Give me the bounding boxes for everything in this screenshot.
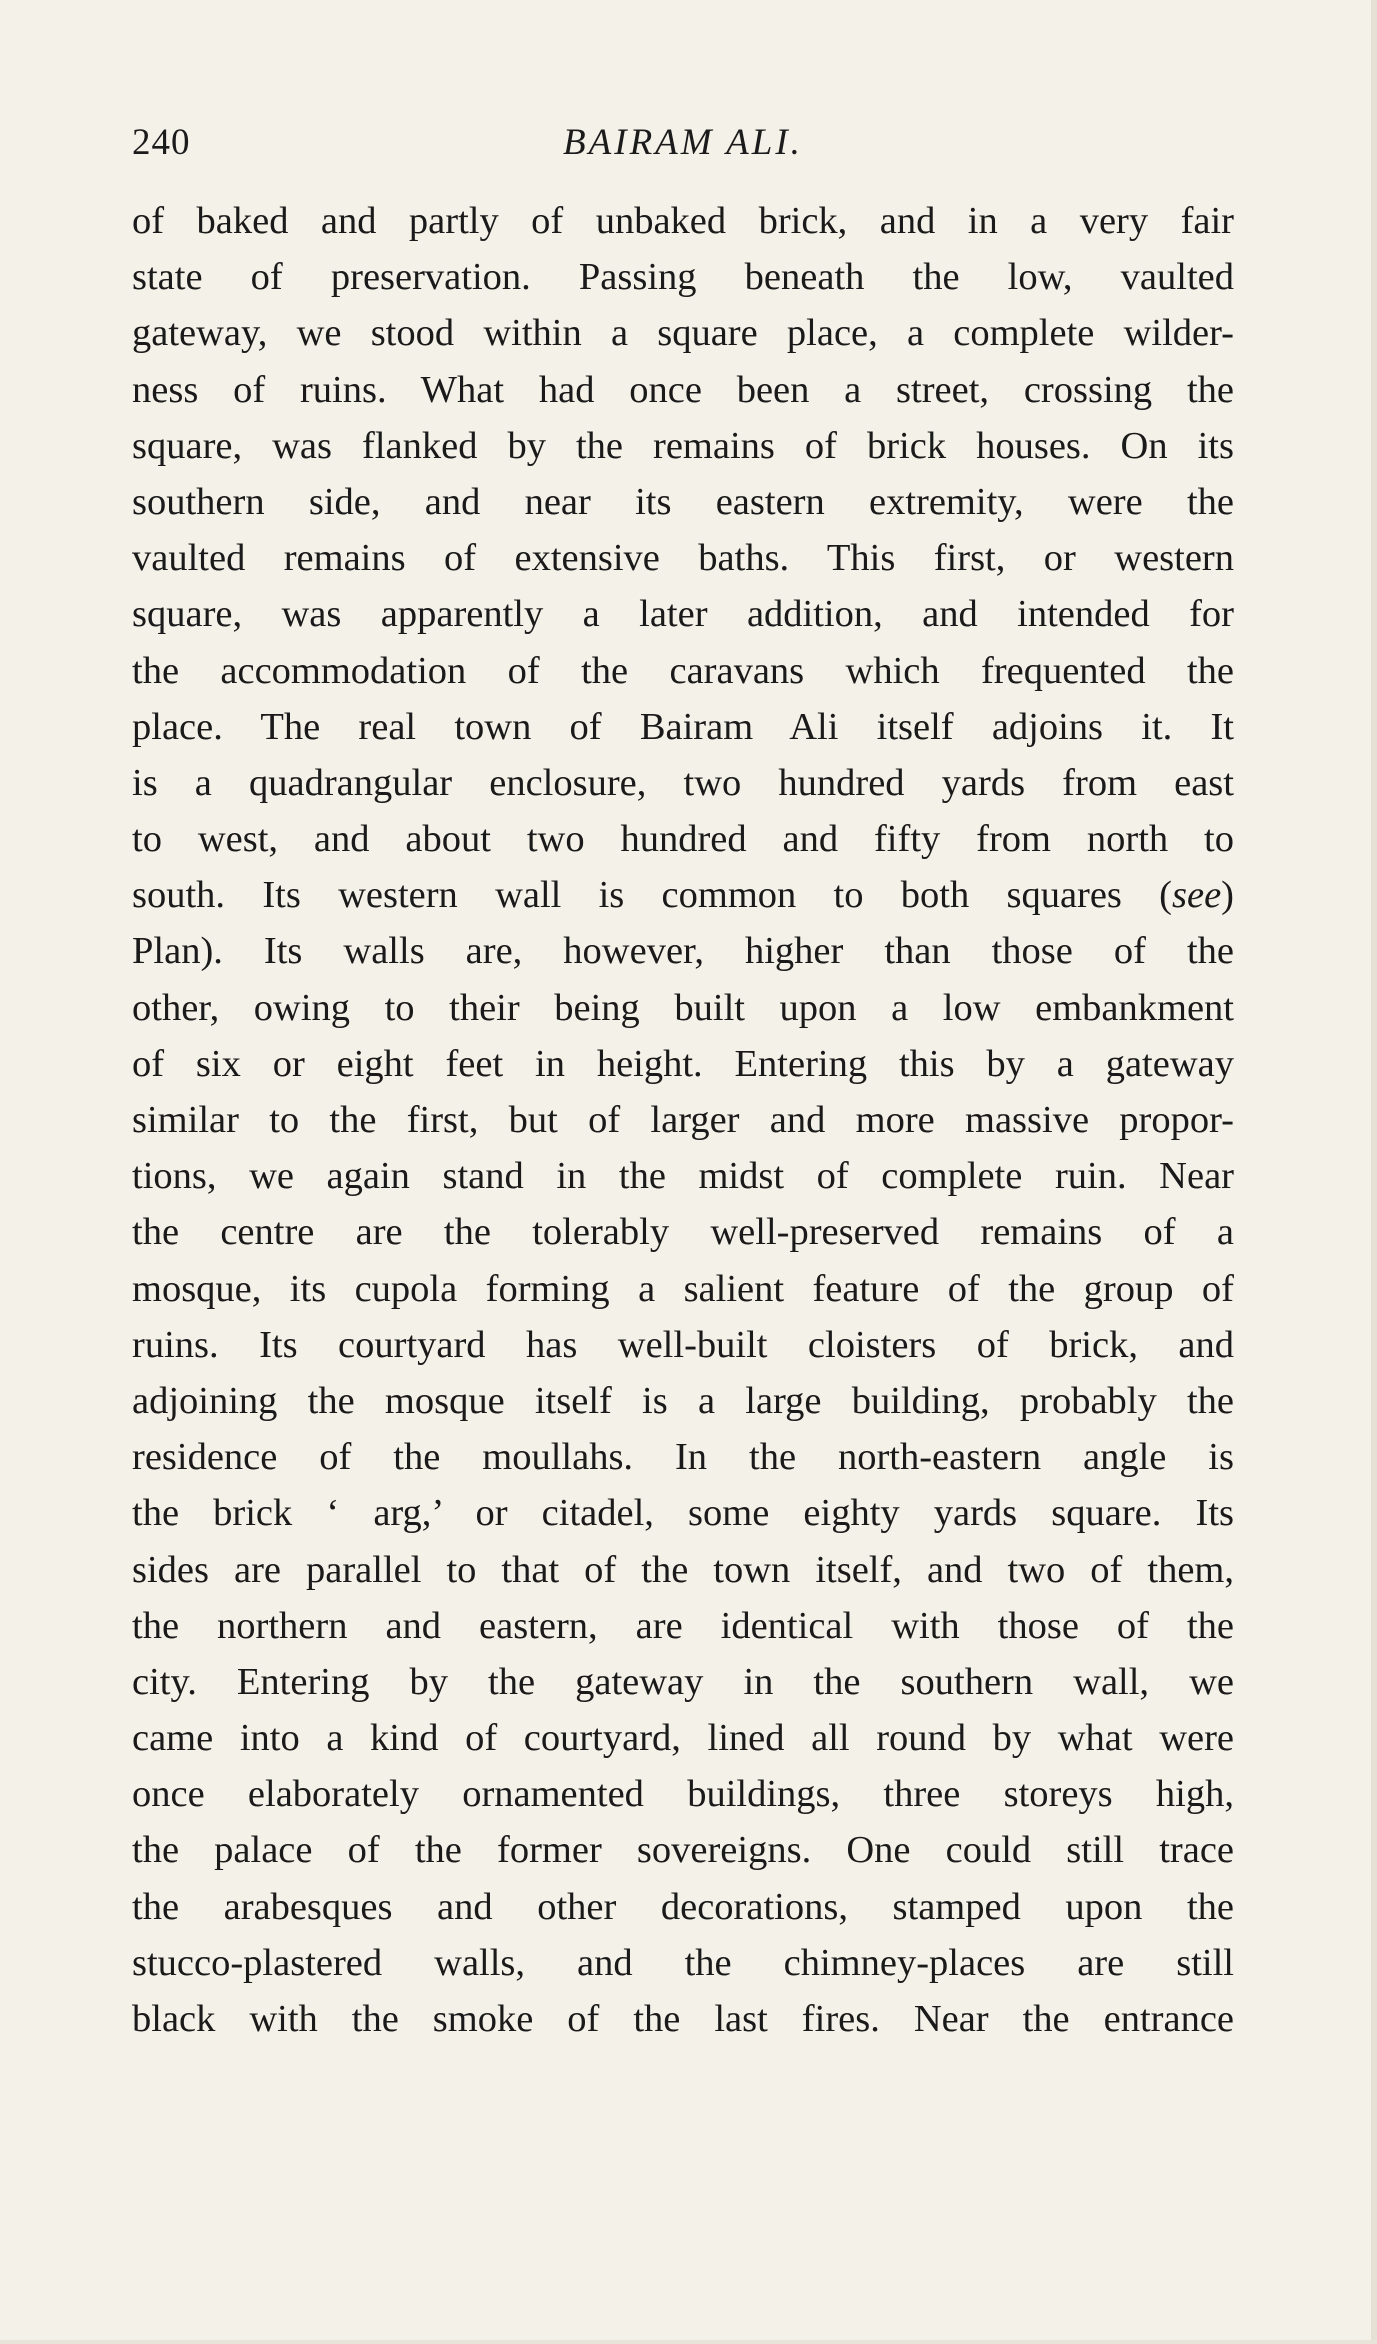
text-line-with-reference [132,867,1234,923]
text-line: city. Entering by the gateway in the southern wall, we [132,1660,1234,1703]
text-line: vaulted remains of extensive baths. This first, or western [132,537,1234,580]
text-line: tions, we again stand in the midst of complete ruin. Near [132,1155,1234,1198]
text-line: came into a kind of courtyard, lined all round by what were [132,1717,1234,1760]
page-number: 240 [132,122,191,163]
text-line: state of preservation. Passing beneath the low, vaulted [132,256,1234,299]
text-line: the accommodation of the caravans which frequented the [132,649,1234,692]
closing-paren: ) [1221,874,1234,917]
text-line: mosque, its cupola forming a salient feature of the group of [132,1267,1234,1310]
text-line: of six or eight feet in height. Entering this by a gateway [132,1042,1234,1085]
text-line: ruins. Its courtyard has well-built cloisters of brick, and [132,1323,1234,1366]
text-line: the arabesques and other decorations, stamped upon the [132,1885,1234,1928]
text-line: to west, and about two hundred and fifty from north to [132,818,1234,861]
running-head [132,118,1234,168]
text-line: ness of ruins. What had once been a street, crossing the [132,368,1234,411]
text-line: the brick ‘ arg,’ or citadel, some eighty yards square. Its [132,1492,1234,1535]
text-line: place. The real town of Bairam Ali itself adjoins it. It [132,705,1234,748]
italic-see-reference: see [1172,874,1222,917]
text-line: the centre are the tolerably well-preserved remains of a [132,1211,1234,1254]
text-line: once elaborately ornamented buildings, three storeys high, [132,1773,1234,1816]
text-line: of baked and partly of unbaked brick, and in a very fair [132,200,1234,242]
text-line: adjoining the mosque itself is a large building, probably the [132,1379,1234,1422]
page-edge-bottom [0,2340,1377,2344]
text-line: the northern and eastern, are identical with those of the [132,1604,1234,1647]
running-title: BAIRAM ALI. [563,122,803,163]
text-line: stucco-plastered walls, and the chimney-places are still [132,1941,1234,1984]
text-line: southern side, and near its eastern extremity, were the [132,480,1234,523]
text-line: the palace of the former sovereigns. One could still trace [132,1829,1234,1872]
text-line-segment: south. Its western wall is common to both squares ( [132,874,1172,917]
text-line: similar to the first, but of larger and more massive propor- [132,1099,1234,1141]
text-line: sides are parallel to that of the town itself, and two of them, [132,1548,1234,1591]
text-line: residence of the moullahs. In the north-eastern angle is [132,1436,1234,1479]
text-line: gateway, we stood within a square place, a complete wilder- [132,312,1234,355]
text-line: Plan). Its walls are, however, higher than those of the [132,930,1234,973]
text-line: square, was apparently a later addition, and intended for [132,593,1234,636]
text-line: is a quadrangular enclosure, two hundred yards from east [132,761,1234,804]
text-line: black with the smoke of the last fires. Near the entrance [132,1998,1234,2040]
page-edge [1371,0,1377,2344]
body-text [132,193,1234,2047]
text-line: square, was flanked by the remains of brick houses. On its [132,424,1234,467]
text-line: other, owing to their being built upon a low embankment [132,986,1234,1029]
